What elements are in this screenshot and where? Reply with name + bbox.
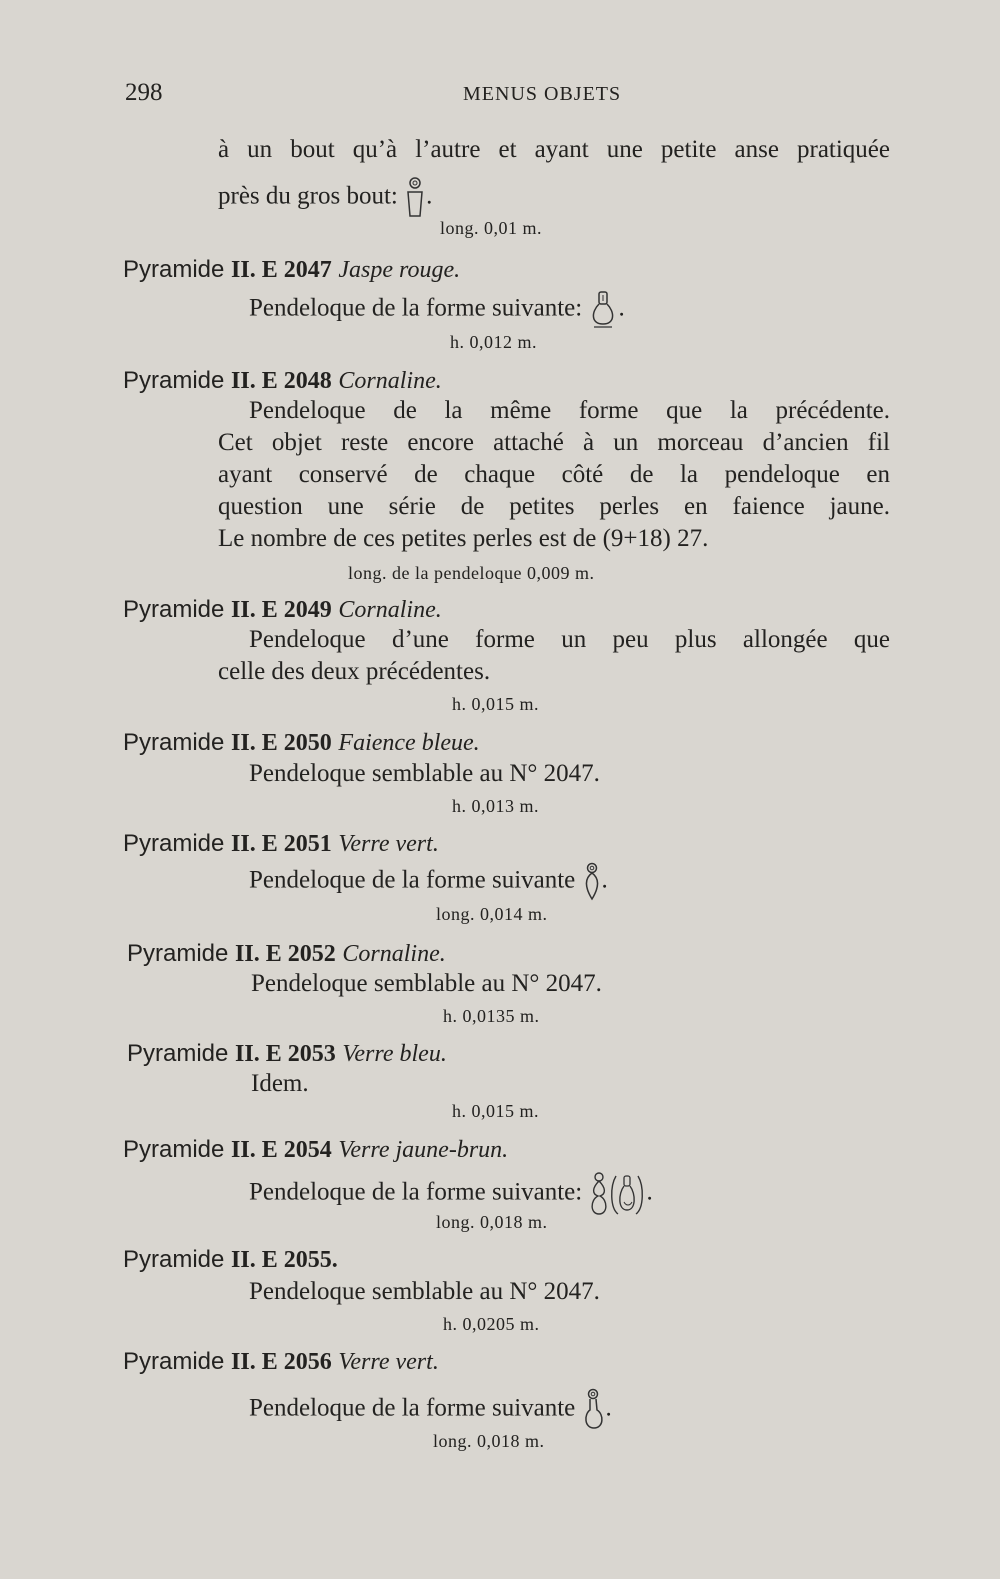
pendant-shape-icon <box>588 290 618 330</box>
entry-2051-measure: long. 0,014 m. <box>436 904 548 924</box>
pendant-shape-icon <box>582 1388 606 1432</box>
entry-heading-2048: Pyramide II. E 2048 Cornaline. <box>123 367 442 394</box>
entry-heading-2050: Pyramide II. E 2050 Faience bleue. <box>123 729 480 756</box>
entry-2055-measure: h. 0,0205 m. <box>443 1314 540 1334</box>
entry-2054-line-1: Pendeloque de la forme suivante: . <box>249 1170 653 1218</box>
entry-heading-2055: Pyramide II. E 2055. <box>123 1246 338 1273</box>
entry-2048-line-3: ayant conservé de chaque côté de la pendeloque en <box>218 461 890 488</box>
entry-2053-measure: h. 0,015 m. <box>452 1101 540 1121</box>
intro-line-1: à un bout qu’à l’autre et ayant une petite anse pratiquée <box>218 136 890 163</box>
entry-2052-measure: h. 0,0135 m. <box>443 1006 540 1026</box>
entry-2048-line-4: question une série de petites perles en faience jaune. <box>218 493 890 520</box>
pendant-shape-icon <box>404 176 426 220</box>
entry-2048-measure: long. de la pendeloque 0,009 m. <box>348 563 595 583</box>
entry-heading-2056: Pyramide II. E 2056 Verre vert. <box>123 1348 439 1375</box>
entry-2048-line-5: Le nombre de ces petites perles est de (9+18) 27. <box>218 525 709 552</box>
entry-2054-measure: long. 0,018 m. <box>436 1212 548 1232</box>
entry-2048-line-1: Pendeloque de la même forme que la précédente. <box>249 397 890 424</box>
entry-2049-measure: h. 0,015 m. <box>452 694 540 714</box>
entry-2050-line-1: Pendeloque semblable au N° 2047. <box>249 760 600 787</box>
entry-2049-line-2: celle des deux précédentes. <box>218 658 491 685</box>
entry-2053-line-1: Idem. <box>251 1070 309 1097</box>
entry-2048-line-2: Cet objet reste encore attaché à un morceau d’ancien fil <box>218 429 890 456</box>
entry-heading-2049: Pyramide II. E 2049 Cornaline. <box>123 596 442 623</box>
running-title: MENUS OBJETS <box>463 83 622 105</box>
entry-2050-measure: h. 0,013 m. <box>452 796 540 816</box>
entry-2047-measure: h. 0,012 m. <box>450 332 538 352</box>
entry-2047-line-1: Pendeloque de la forme suivante: . <box>249 290 625 330</box>
pendant-shape-icon <box>588 1170 646 1218</box>
entry-heading-2054: Pyramide II. E 2054 Verre jaune-brun. <box>123 1136 509 1163</box>
entry-heading-2051: Pyramide II. E 2051 Verre vert. <box>123 830 439 857</box>
entry-2052-line-1: Pendeloque semblable au N° 2047. <box>251 970 602 997</box>
entry-2056-measure: long. 0,018 m. <box>433 1431 545 1451</box>
page-number: 298 <box>125 79 163 106</box>
pendant-shape-icon <box>582 862 602 902</box>
entry-heading-2052: Pyramide II. E 2052 Cornaline. <box>127 940 446 967</box>
entry-2055-line-1: Pendeloque semblable au N° 2047. <box>249 1278 600 1305</box>
entry-2049-line-1: Pendeloque d’une forme un peu plus allongée que <box>249 626 890 653</box>
intro-measure: long. 0,01 m. <box>440 218 543 238</box>
entry-2051-line-1: Pendeloque de la forme suivante . <box>249 862 608 902</box>
intro-line-2: près du gros bout: . <box>218 176 432 220</box>
entry-heading-2053: Pyramide II. E 2053 Verre bleu. <box>127 1040 447 1067</box>
entry-heading-2047: Pyramide II. E 2047 Jaspe rouge. <box>123 256 461 283</box>
entry-2056-line-1: Pendeloque de la forme suivante . <box>249 1388 612 1432</box>
